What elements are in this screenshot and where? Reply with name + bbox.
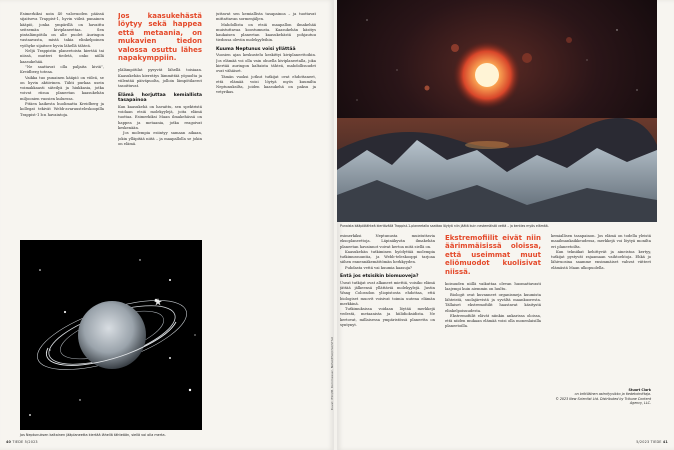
trappist-illustration xyxy=(337,0,657,222)
paragraph: Esimerkiksi noin 40 valovuoden päässä sijaitseva Trappist-1, hyvin viileä punainen kääpiö, jonka ympärillä on havaittu seitsemän kiviplaneettaa. Sen pintalämpötila on alle puolet Auringon vastaavasta, mistä takia elinkelpoinen vyöhyke sijaitsee hyvin lähellä tähteä. xyxy=(20,12,104,48)
neptune-caption: Jos Neptunuksen kaltainen jääplaneetta kiertää lähellä tähteään, siellä voi olla merta. xyxy=(20,433,166,437)
author-name: Stuart Clark xyxy=(628,388,651,392)
paragraph: Pitäen kaikesta huolimatta Kreidberg ja kollegat tekivät Webb-avaruusteleskoopilla Trappist-1 b:n havaintoja. xyxy=(20,102,104,117)
author-signature xyxy=(551,388,651,406)
issue: 5/2023 xyxy=(636,440,650,444)
right-col-2 xyxy=(445,234,541,434)
left-folio xyxy=(6,440,38,444)
subheading: Elämä horjuttaa kemiallista tasapainoa xyxy=(118,92,202,104)
paragraph: Biologit ovat kuvanneet organismeja kuumista lähteistä, suolajärvistä ja syvältä maankuoresta. Tällaiset ekstremofiilit haastavat käsitystä elinkelpoisuudesta. xyxy=(445,292,541,313)
author-note: on brittiläinen astrofyysikko ja tiedetoimittaja. xyxy=(574,392,651,397)
trappist-caption: Punaista kääpiötähteä kiertävällä Trappist-1-planeetalla saattaa löytyä niin jäätä kuin nestemäistä vettä – ja kenties myös elämää. xyxy=(340,224,549,228)
paragraph: Useat tutkijat ovat alkaneet miettiä, voisiko elämä jättää jälkeensä yllättäviä molekyylejä. Justin Wang Coloradon yliopistosta ehdottaa, että biologiset muovit voisivat toimia uutena elämän merkkinä. xyxy=(340,280,435,306)
left-col-3 xyxy=(216,12,316,422)
right-col-1 xyxy=(340,234,435,434)
subheading: Kuuma Neptunus voisi yllättää xyxy=(216,46,296,52)
page-number: 40 xyxy=(6,440,12,444)
paragraph: Neljä Trappistin planeetoista kiertää tai niissä, mutteri tiedetä, onko niillä kaasukehää. xyxy=(20,49,104,64)
paragraph: kemiallisen tasapainon. Jos elämä on todella yleistä maailmankaikkeudessa, merkkejä voi löytyä monilta eri planeetoilta. xyxy=(551,234,651,249)
paragraph: juttavat sen kemiallista tasapainoa – ja tuottavat mittattavan sormenjäljen. xyxy=(216,12,316,22)
copyright: © 2023 New Scientist Ltd. Distributed by Tribune Content Agency, LLC. xyxy=(555,396,651,406)
paragraph: Kun tekniikat kehittyvät ja aineistoa kertyy, tutkijat pystyvät rajaamaan vaihtoehtoja. Ehkä jo lähivuosina saamme ensimmäiset vahvat viitteet elämästä Maan ulkopuolella. xyxy=(551,249,651,270)
paragraph: Ekstremofiilit elävät niinkin ankarissa oloissa, että niiden mukaan elämää voisi olla monenlaisilla planeetoilla. xyxy=(445,313,541,329)
right-page xyxy=(337,0,674,450)
paragraph: Puhdasta vettä vai kuumia kaasuja? xyxy=(345,265,413,270)
paragraph: Kaasukehän tutkiminen hyödyttää molempia tutkimussuuntia, ja Webb-teleskooppi tarjoaa siihen ennennäkemättömän herkkyyden. xyxy=(340,249,435,265)
subheading: Entä jos etsisikin biomuoveja? xyxy=(340,274,419,280)
page-number: 41 xyxy=(662,440,668,444)
paragraph: Tutkimuksissa voidaan löytää merkkejä vedestä, metaanista ja hiilidioksidista. Ne kertovat, millaisessa ympäristössä planeetta on syntynyt. xyxy=(340,307,435,328)
pull-quote: Jos kaasukehästä löytyy sekä happea että metaania, on mukavien tiedon valossa osuttu lähes napakymppiin. xyxy=(118,12,202,63)
paragraph: ”Ne saattavat olla paljaita kiviä”, Kreidberg toteaa. xyxy=(20,64,104,75)
left-col-2 xyxy=(118,12,202,237)
left-col-1 xyxy=(20,12,104,237)
magazine-name: TIEDE xyxy=(650,440,662,444)
issue: 5/2023 xyxy=(24,440,38,444)
paragraph: Jos molempia esiintyy samaan aikaan, jokin ylläpitää niitä – ja maapallolla se jokin on elämä. xyxy=(118,131,202,146)
neptune-image xyxy=(20,240,202,430)
paragraph: esimerkiksi Neptunusta muistuttavia eksoplaneettoja. Läpinäkyvän ilmakehän planeetan havainnot voivat kertoa mitä siellä on. xyxy=(340,234,435,249)
magazine-name: TIEDE xyxy=(12,440,24,444)
paragraph: Mahdollista on etsiä maapallon ilmakehää muistuttavaa koostumusta. Kaasukehän käsitys kaukaisen planeetan kaasukehästä pohjautuu tiedossa oleviin molekyyleihin. xyxy=(216,22,316,43)
neptune-illustration xyxy=(20,240,202,430)
paragraph: ylälämpötilat pysyvät lähellä toisiaan. Kaasukehän kierrätys lämmittää yöpuolta ja viilentää päiväpuolta, jolloin lämpötilaerot tasoittuvat. xyxy=(118,68,202,89)
paragraph: Vaikka tuo punainen kääpiö on viileä, se on hyvin aktiivinen. Tähti purkaa usein voimakkaasti säteilyä ja hiukkasia, jotka voivat riisua planeetan kaasukehän miljoonien vuosien kuluessa. xyxy=(20,75,104,101)
trappist-image xyxy=(337,0,657,222)
right-col-3 xyxy=(551,234,651,372)
pull-quote: Ekstremofiilit eivät niin äärimmäisissä oloissa, että useimmat muut eliömuodot kuolisivat niissä. xyxy=(445,234,541,276)
paragraph: Tämän vuoksi jotkut tutkijat ovat ehdottaneet, että elämää voisi löytyä myös kuumilta Neptunuksilta, joiden kaasukehä on paksu ja vetyrikas. xyxy=(216,74,316,95)
paragraph: Kun kaasukehä on havaittu, sen spektristä voidaan etsiä molekyylejä, joita elämä tuottaa. Esimerkiksi Maan ilmakehässä on happea ja metaania, jotka reagoivat keskenään. xyxy=(118,104,202,130)
paragraph: koisuuden niillä vaikuttaa olevan huomattavasti laajempi kuin aiemmin on luultu. xyxy=(445,282,541,292)
image-credit: Kuvat: ESO/M. Kornmesser, NASA/ESA/CSA/STScI xyxy=(330,336,334,410)
right-folio xyxy=(636,440,668,444)
paragraph: Vuosien ajan keskustelu keskittyi kiviplaneettoihin. Jos elämää voi olla vain ohuella kiviplaneetalla, joka kiertää auringon kaltaista tähteä, mahdollisuudet ovat vähäiset. xyxy=(216,53,316,74)
left-page xyxy=(0,0,334,450)
